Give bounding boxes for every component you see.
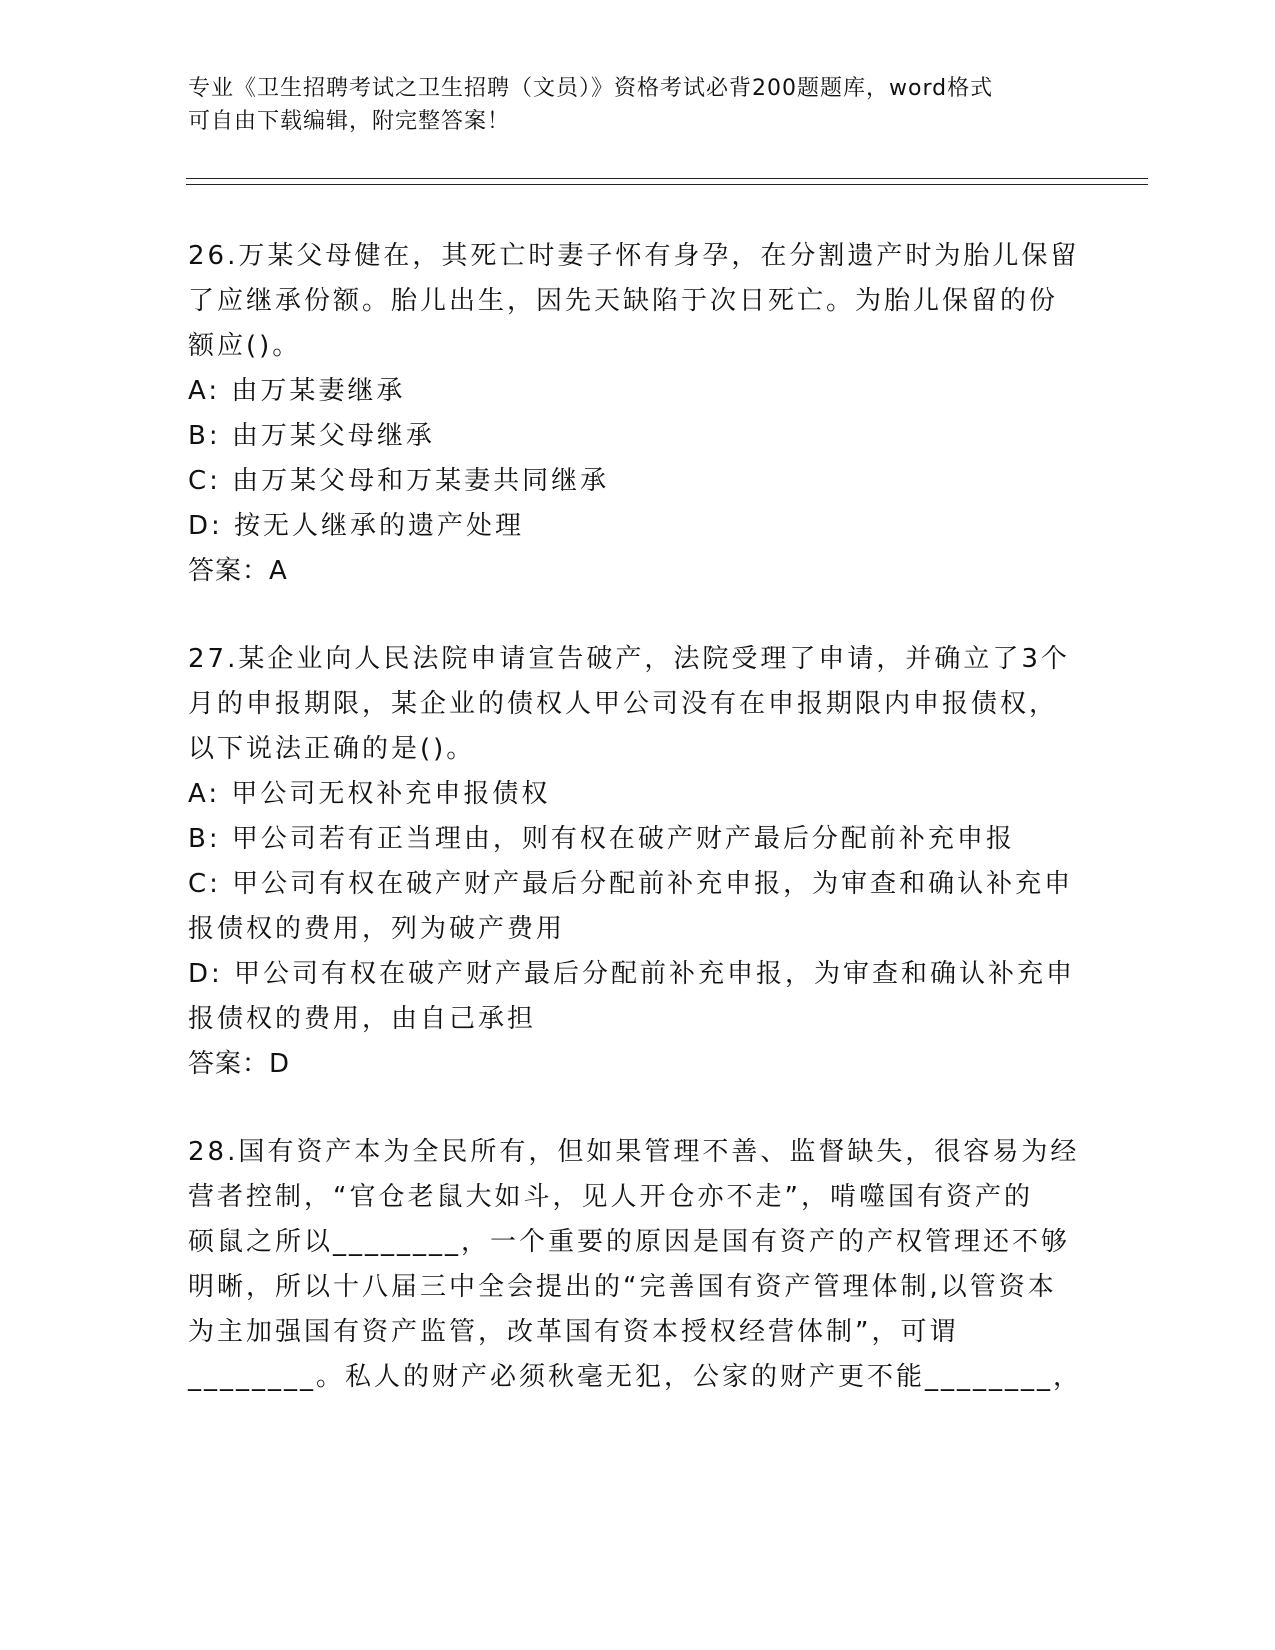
question-stem-line: 营者控制，“官仓老鼠大如斗，见人开仓亦不走”，啃噬国有资产的 bbox=[188, 1182, 1033, 1212]
question-stem-line: 28.国有资产本为全民所有，但如果管理不善、监督缺失，很容易为经 bbox=[188, 1137, 1080, 1167]
question-28 bbox=[188, 1130, 1088, 1400]
header-line-1: 专业《卫生招聘考试之卫生招聘（文员）》资格考试必背200题题库，word格式 bbox=[188, 76, 994, 101]
option-d: D: 甲公司有权在破产财产最后分配前补充申报，为审查和确认补充申 bbox=[188, 959, 1076, 989]
question-list bbox=[188, 234, 1088, 1443]
question-stem-line: 额应()。 bbox=[188, 331, 302, 361]
option-d-continued: 报债权的费用，由自己承担 bbox=[188, 1004, 537, 1034]
question-stem-line: 以下说法正确的是()。 bbox=[188, 734, 476, 764]
question-stem-line: 为主加强国有资产监管，改革国有资本授权经营体制”，可谓 bbox=[188, 1317, 959, 1347]
document-header bbox=[188, 72, 1088, 138]
option-a: A: 甲公司无权补充申报债权 bbox=[188, 779, 551, 809]
question-stem-line: 明晰，所以十八届三中全会提出的“完善国有资产管理体制,以管资本 bbox=[188, 1272, 1057, 1302]
option-d: D: 按无人继承的遗产处理 bbox=[188, 511, 525, 541]
question-26 bbox=[188, 234, 1088, 594]
answer-label: 答案：D bbox=[188, 1049, 291, 1079]
option-b: B: 由万某父母继承 bbox=[188, 421, 435, 451]
option-c-continued: 报债权的费用，列为破产费用 bbox=[188, 914, 566, 944]
option-b: B: 甲公司若有正当理由，则有权在破产财产最后分配前补充申报 bbox=[188, 824, 1015, 854]
option-c: C: 由万某父母和万某妻共同继承 bbox=[188, 466, 610, 496]
question-stem-line: 27.某企业向人民法院申请宣告破产，法院受理了申请，并确立了3个 bbox=[188, 644, 1070, 674]
question-stem-line: 了应继承份额。胎儿出生，因先天缺陷于次日死亡。为胎儿保留的份 bbox=[188, 286, 1059, 316]
answer-label: 答案：A bbox=[188, 556, 288, 586]
question-27 bbox=[188, 637, 1088, 1087]
option-c: C: 甲公司有权在破产财产最后分配前补充申报，为审查和确认补充申 bbox=[188, 869, 1074, 899]
question-stem-line: ________。私人的财产必须秋毫无犯，公家的财产更不能________， bbox=[188, 1362, 1083, 1392]
header-divider bbox=[186, 178, 1148, 185]
question-stem-line: 月的申报期限，某企业的债权人甲公司没有在申报期限内申报债权， bbox=[188, 689, 1059, 719]
option-a: A: 由万某妻继承 bbox=[188, 376, 406, 406]
header-line-2: 可自由下载编辑，附完整答案！ bbox=[188, 109, 511, 134]
question-stem-line: 26.万某父母健在，其死亡时妻子怀有身孕，在分割遗产时为胎儿保留 bbox=[188, 241, 1080, 271]
question-stem-line: 硕鼠之所以________，一个重要的原因是国有资产的产权管理还不够 bbox=[188, 1227, 1071, 1257]
